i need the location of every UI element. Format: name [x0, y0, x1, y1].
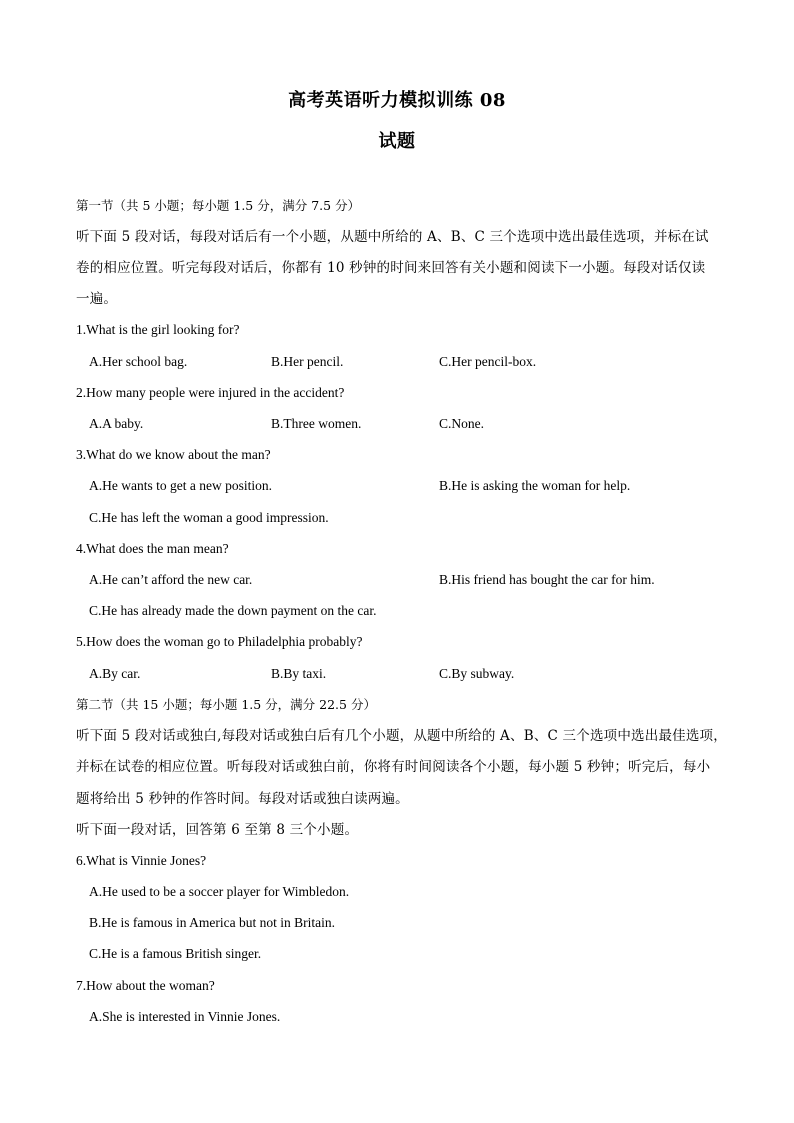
option-a: A.She is interested in Vinnie Jones. — [89, 1009, 281, 1024]
option-a: A.A baby. — [89, 416, 144, 431]
section2-instruction-line: 题将给出 5 秒钟的作答时间。每段对话或独白读两遍。 — [76, 791, 409, 807]
question-3: 3.What do we know about the man? — [76, 447, 271, 462]
document-subtitle: 试题 — [378, 131, 416, 152]
option-c: C.He has left the woman a good impression. — [89, 510, 329, 525]
option-b: B.His friend has bought the car for him. — [439, 572, 655, 587]
question-7: 7.How about the woman? — [76, 978, 215, 993]
question-5: 5.How does the woman go to Philadelphia probably? — [76, 634, 363, 649]
section2-heading: 第二节（共 15 小题；每小题 1.5 分，满分 22.5 分） — [76, 697, 376, 712]
option-a: A.He wants to get a new position. — [89, 478, 272, 493]
option-b: B.He is asking the woman for help. — [439, 478, 631, 493]
question-4: 4.What does the man mean? — [76, 541, 229, 556]
option-b: B.By taxi. — [271, 666, 327, 681]
option-c: C.He has already made the down payment on the car. — [89, 603, 377, 618]
section2-instruction-line: 并标在试卷的相应位置。听每段对话或独白前，你将有时间阅读各个小题，每小题 5 秒钟；听完后，每小 — [76, 759, 711, 775]
option-a: A.By car. — [89, 666, 141, 681]
question-6: 6.What is Vinnie Jones? — [76, 853, 207, 868]
option-c: C.He is a famous British singer. — [89, 946, 262, 961]
option-b: B.He is famous in America but not in Britain. — [89, 915, 335, 930]
option-a: A.He used to be a soccer player for Wimbledon. — [89, 884, 350, 899]
option-b: B.Three women. — [271, 416, 362, 431]
document-title: 高考英语听力模拟训练 08 — [288, 90, 506, 111]
option-c: C.Her pencil-box. — [439, 354, 537, 369]
section2-instruction-line: 听下面 5 段对话或独白,每段对话或独白后有几个小题，从题中所给的 A、B、C 三个选项中选出最佳选项， — [76, 728, 727, 744]
question-2: 2.How many people were injured in the accident? — [76, 385, 345, 400]
question-1: 1.What is the girl looking for? — [76, 322, 240, 337]
option-c: C.None. — [439, 416, 484, 431]
group-note: 听下面一段对话，回答第 6 至第 8 三个小题。 — [76, 822, 359, 838]
option-b: B.Her pencil. — [271, 354, 344, 369]
option-c: C.By subway. — [439, 666, 515, 681]
section1-instruction-line: 听下面 5 段对话，每段对话后有一个小题，从题中所给的 A、B、C 三个选项中选出最佳选项，并标在试 — [76, 229, 709, 245]
section1-instruction-line: 卷的相应位置。听完每段对话后，你都有 10 秒钟的时间来回答有关小题和阅读下一小题。每段对话仅读 — [76, 260, 706, 276]
section1-heading: 第一节（共 5 小题；每小题 1.5 分，满分 7.5 分） — [76, 198, 361, 213]
section1-instruction-line: 一遍。 — [76, 291, 118, 307]
option-a: A.Her school bag. — [89, 354, 188, 369]
option-a: A.He can’t afford the new car. — [89, 572, 253, 587]
